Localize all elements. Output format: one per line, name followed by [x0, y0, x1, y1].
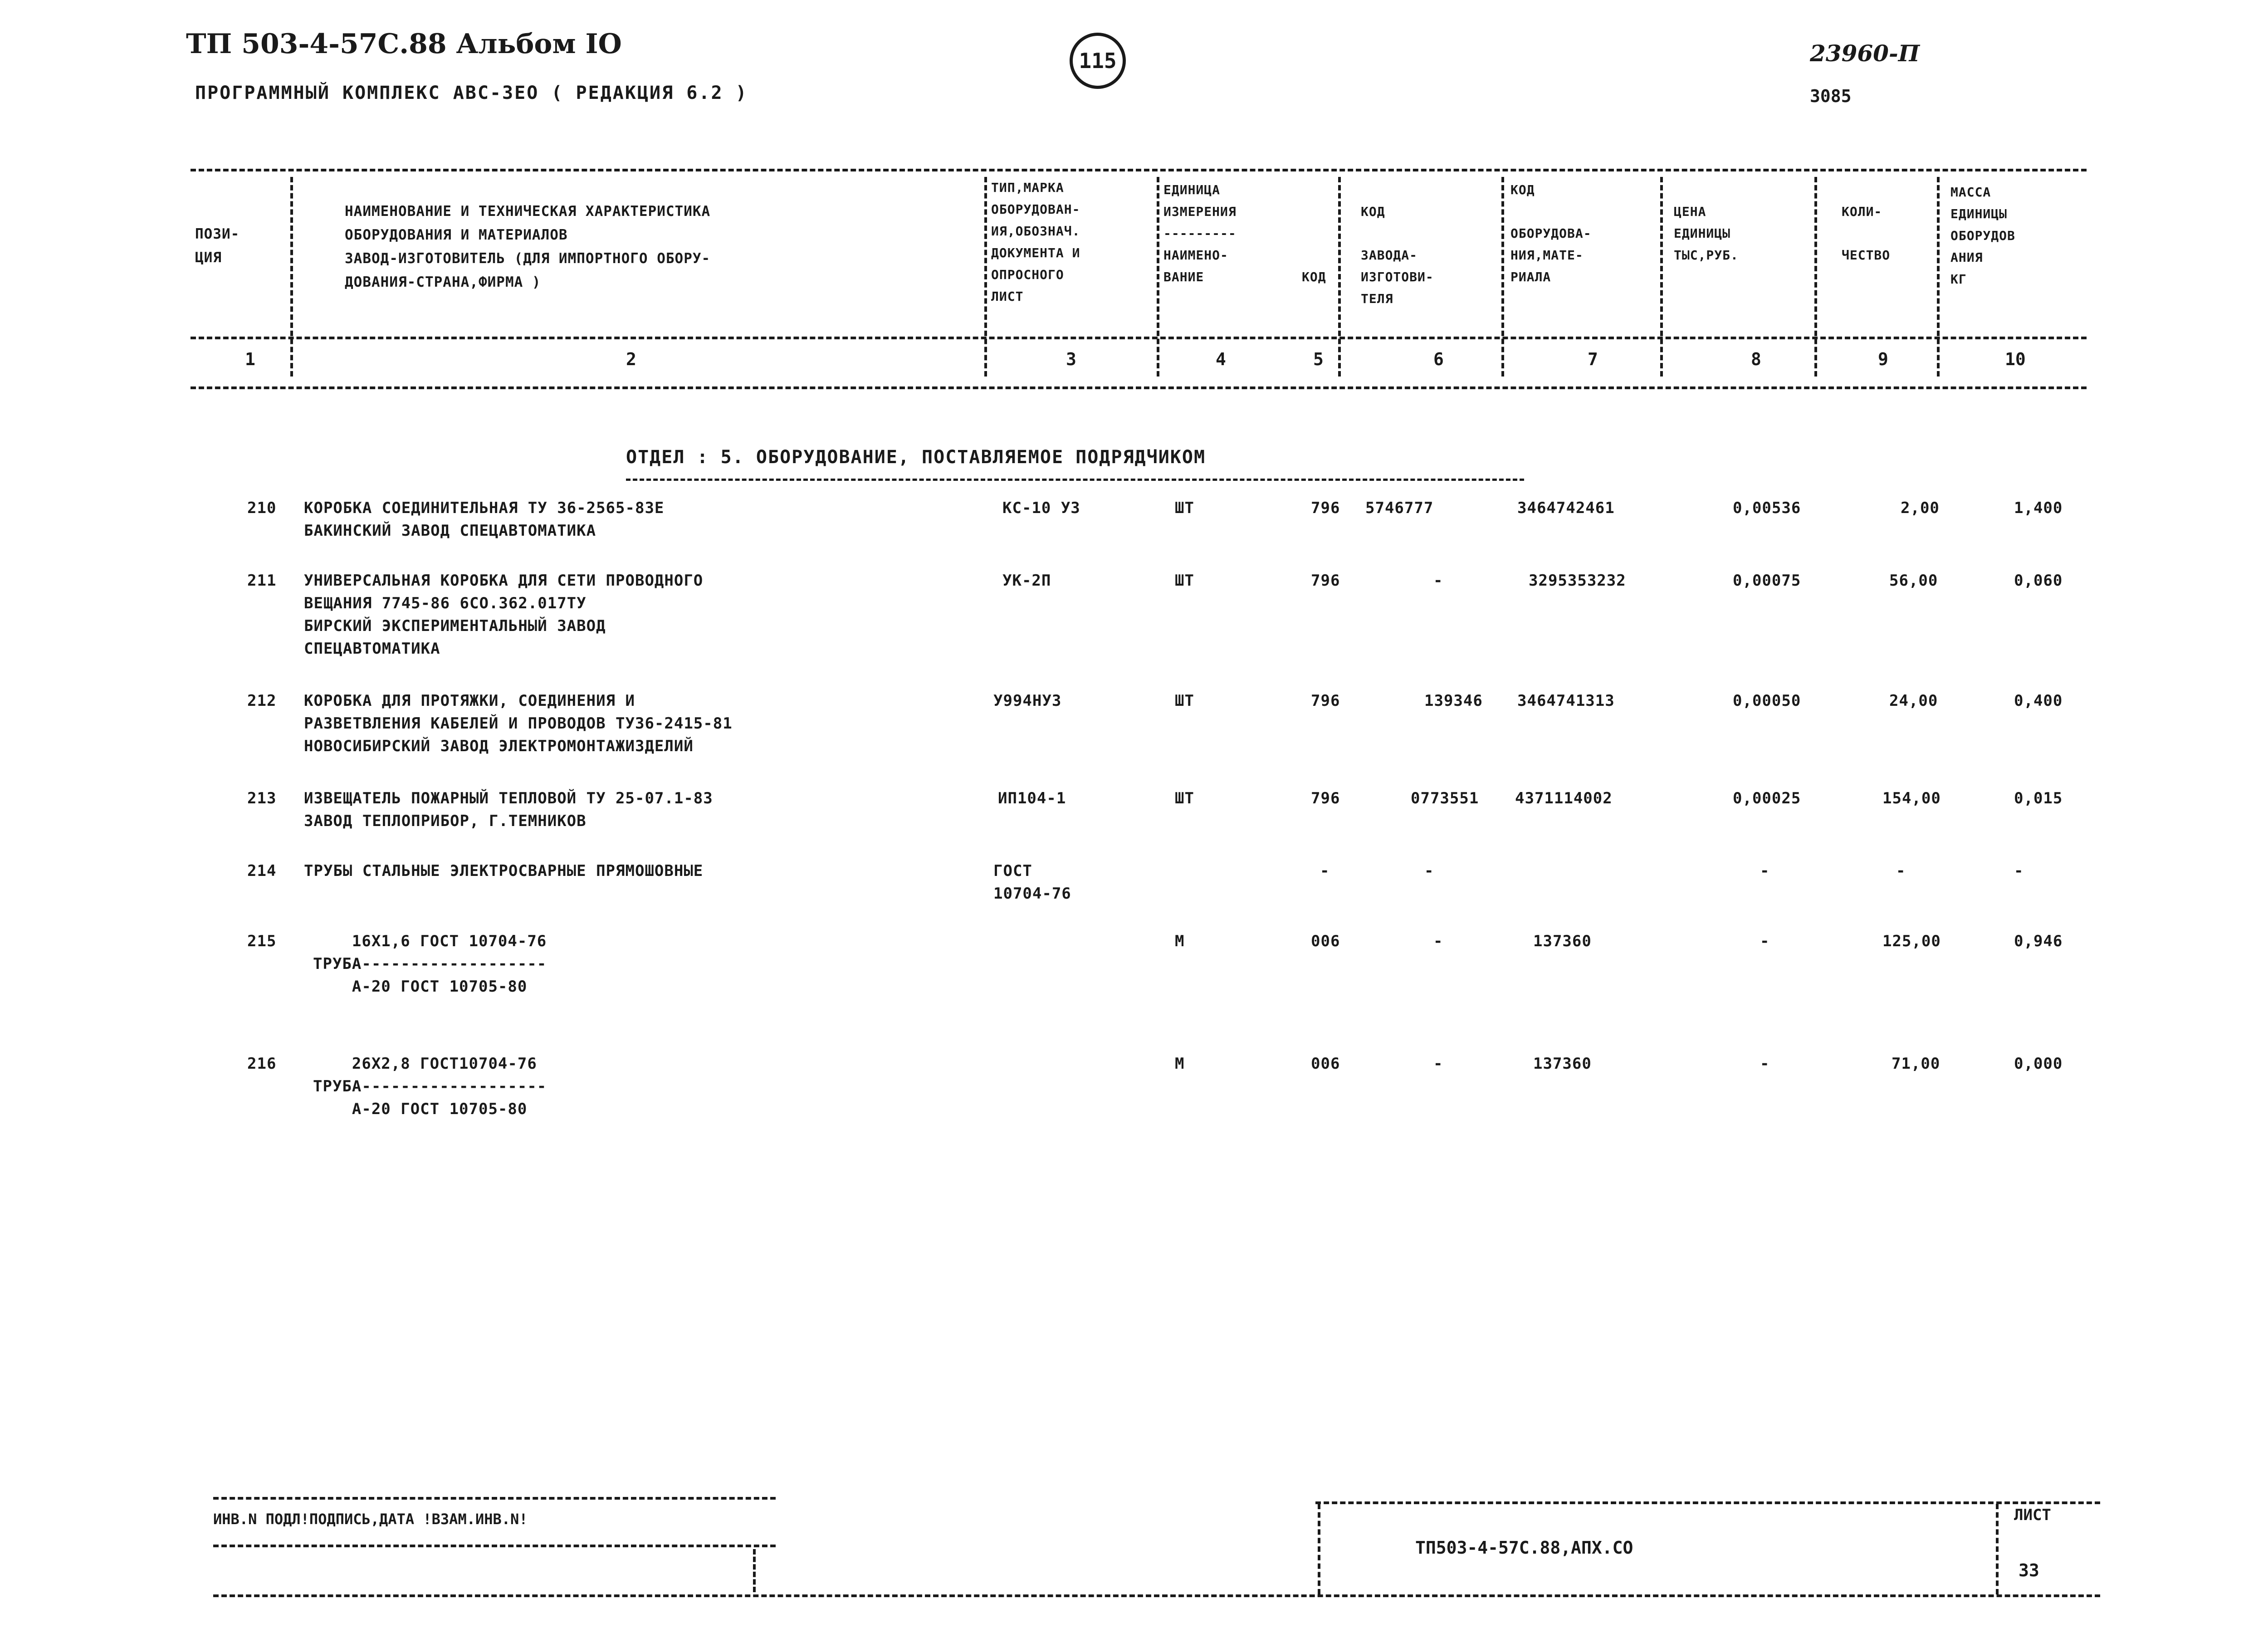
- row-item-code: 137360: [1533, 932, 1592, 950]
- row-position: 215: [247, 932, 277, 950]
- row-mass: -: [2014, 862, 2024, 880]
- row-mass: 1,400: [2014, 499, 2063, 517]
- row-price: -: [1760, 1055, 1770, 1073]
- row-mass: 0,000: [2014, 1055, 2063, 1073]
- row-unit-code: 796: [1311, 789, 1340, 807]
- document-title: ТП 503-4-57С.88 Альбом IO: [186, 28, 622, 60]
- row-mass: 0,946: [2014, 932, 2063, 950]
- row-plant-code: 0773551: [1411, 789, 1479, 807]
- column-number: 1: [245, 349, 255, 369]
- column-header-name: НАИМЕНОВАНИЕ И ТЕХНИЧЕСКАЯ ХАРАКТЕРИСТИКА ОБОРУДОВАНИЯ И МАТЕРИАЛОВ ЗАВОД-ИЗГОТОВИТЕЛЬ (ДЛЯ ИМПОРТНОГО ОБОРУ- ДОВАНИЯ-СТРАНА,ФИРМА ): [345, 203, 711, 290]
- section-underline: [626, 479, 1524, 481]
- col-divider: [984, 177, 987, 376]
- row-name: КОРОБКА СОЕДИНИТЕЛЬНАЯ ТУ 36-2565-83Е БАКИНСКИЙ ЗАВОД СПЕЦАВТОМАТИКА: [304, 499, 665, 540]
- column-number: 8: [1751, 349, 1761, 369]
- program-subtitle: ПРОГРАММНЫЙ КОМПЛЕКС АВС-ЗЕО ( РЕДАКЦИЯ 6.2 ): [195, 83, 748, 103]
- column-number: 9: [1878, 349, 1888, 369]
- row-position: 213: [247, 789, 277, 807]
- row-name: 26Х2,8 ГОСТ10704-76 ТРУБА------------------- А-20 ГОСТ 10705-80: [313, 1055, 547, 1118]
- row-name: ТРУБЫ СТАЛЬНЫЕ ЭЛЕКТРОСВАРНЫЕ ПРЯМОШОВНЫЕ: [304, 862, 704, 880]
- row-item-code: 3464741313: [1517, 692, 1615, 710]
- row-position: 212: [247, 692, 277, 710]
- numbers-bottom-rule: [191, 386, 2087, 389]
- column-number: 2: [626, 349, 636, 369]
- row-name: 16Х1,6 ГОСТ 10704-76 ТРУБА------------------- А-20 ГОСТ 10705-80: [313, 932, 547, 996]
- footer-sheet-number: 33: [2019, 1560, 2039, 1580]
- row-type: ИП104-1: [998, 789, 1066, 807]
- row-plant-code: -: [1424, 862, 1434, 880]
- column-header-position: ПОЗИ- ЦИЯ: [195, 226, 240, 266]
- row-mass: 0,060: [2014, 572, 2063, 590]
- row-unit: ШТ: [1175, 789, 1194, 807]
- row-unit-code: 796: [1311, 692, 1340, 710]
- row-name: УНИВЕРСАЛЬНАЯ КОРОБКА ДЛЯ СЕТИ ПРОВОДНОГО ВЕЩАНИЯ 7745-86 6СО.362.017ТУ БИРСКИЙ ЭКСПЕРИМЕНТАЛЬНЫЙ ЗАВОД СПЕЦАВТОМАТИКА: [304, 572, 704, 658]
- row-item-code: 4371114002: [1515, 789, 1613, 807]
- row-price: 0,00050: [1733, 692, 1801, 710]
- row-quantity: 2,00: [1901, 499, 1940, 517]
- row-position: 214: [247, 862, 277, 880]
- footer-document-code: ТП503-4-57С.88,АПХ.СО: [1415, 1538, 1633, 1558]
- column-header-unit: ЕДИНИЦА ИЗМЕРЕНИЯ --------- НАИМЕНО- ВАНИЕ: [1163, 182, 1237, 284]
- row-price: -: [1760, 862, 1770, 880]
- row-price: 0,00075: [1733, 572, 1801, 590]
- row-unit-code: 006: [1311, 1055, 1340, 1073]
- row-unit: ШТ: [1175, 692, 1194, 710]
- column-number: 5: [1313, 349, 1324, 369]
- footer-rule: [213, 1497, 776, 1500]
- footer-signature-labels: ИНВ.N ПОДЛ!ПОДПИСЬ,ДАТА !ВЗАМ.ИНВ.N!: [213, 1511, 528, 1528]
- col-divider: [1338, 177, 1341, 376]
- row-mass: 0,015: [2014, 789, 2063, 807]
- row-quantity: 71,00: [1892, 1055, 1941, 1073]
- footer-divider: [753, 1549, 756, 1592]
- col-divider: [290, 177, 293, 376]
- row-price: -: [1760, 932, 1770, 950]
- row-item-code: 137360: [1533, 1055, 1592, 1073]
- row-type: УК-2П: [1002, 572, 1051, 590]
- footer-divider: [1318, 1504, 1320, 1594]
- table-top-rule: [191, 169, 2087, 171]
- col-divider: [1660, 177, 1663, 376]
- row-unit: ШТ: [1175, 572, 1194, 590]
- row-type: ГОСТ 10704-76: [993, 862, 1071, 903]
- footer-rule: [213, 1594, 2100, 1597]
- handwritten-number: 23960-П: [1810, 40, 1920, 67]
- row-plant-code: -: [1433, 572, 1443, 590]
- row-type: У994НУЗ: [993, 692, 1062, 710]
- footer-rule: [1315, 1501, 2100, 1504]
- column-number: 7: [1588, 349, 1598, 369]
- row-name: ИЗВЕЩАТЕЛЬ ПОЖАРНЫЙ ТЕПЛОВОЙ ТУ 25-07.1-83 ЗАВОД ТЕПЛОПРИБОР, Г.ТЕМНИКОВ: [304, 789, 713, 830]
- row-quantity: 154,00: [1882, 789, 1941, 807]
- row-position: 211: [247, 572, 277, 590]
- row-price: 0,00536: [1733, 499, 1801, 517]
- column-header-plant-code: КОД ЗАВОДА- ИЗГОТОВИ- ТЕЛЯ: [1361, 204, 1434, 306]
- row-unit-code: 796: [1311, 572, 1340, 590]
- column-number: 6: [1433, 349, 1444, 369]
- row-mass: 0,400: [2014, 692, 2063, 710]
- row-unit-code: 796: [1311, 499, 1340, 517]
- row-unit-code: 006: [1311, 932, 1340, 950]
- footer-sheet-label: ЛИСТ: [2014, 1506, 2051, 1524]
- column-header-price: ЦЕНА ЕДИНИЦЫ ТЫС,РУБ.: [1674, 204, 1739, 263]
- row-quantity: -: [1896, 862, 1906, 880]
- row-unit: ШТ: [1175, 499, 1194, 517]
- column-header-mass: МАССА ЕДИНИЦЫ ОБОРУДОВ АНИЯ КГ: [1950, 185, 2015, 287]
- column-header-item-code: КОД ОБОРУДОВА- НИЯ,МАТЕ- РИАЛА: [1510, 182, 1592, 284]
- row-position: 210: [247, 499, 277, 517]
- row-quantity: 56,00: [1889, 572, 1938, 590]
- column-number: 4: [1216, 349, 1226, 369]
- footer-rule: [213, 1545, 776, 1547]
- col-divider: [1501, 177, 1504, 376]
- col-divider: [1157, 177, 1159, 376]
- page-number-circle: 115: [1070, 33, 1126, 89]
- row-quantity: 125,00: [1882, 932, 1941, 950]
- row-price: 0,00025: [1733, 789, 1801, 807]
- row-plant-code: 5746777: [1365, 499, 1434, 517]
- row-plant-code: 139346: [1424, 692, 1483, 710]
- row-name: КОРОБКА ДЛЯ ПРОТЯЖКИ, СОЕДИНЕНИЯ И РАЗВЕТВЛЕНИЯ КАБЕЛЕЙ И ПРОВОДОВ ТУ36-2415-81 НОВОСИБИРСКИЙ ЗАВОД ЭЛЕКТРОМОНТАЖИЗДЕЛИЙ: [304, 692, 733, 755]
- col-divider: [1937, 177, 1940, 376]
- row-unit: М: [1175, 932, 1185, 950]
- column-header-quantity: КОЛИ- ЧЕСТВО: [1842, 204, 1891, 263]
- header-bottom-rule: [191, 337, 2087, 339]
- row-type: КС-10 УЗ: [1002, 499, 1080, 517]
- row-plant-code: -: [1433, 932, 1443, 950]
- section-title: ОТДЕЛ : 5. ОБОРУДОВАНИЕ, ПОСТАВЛЯЕМОЕ ПОДРЯДЧИКОМ: [626, 447, 1206, 468]
- sheet-code: 3085: [1810, 86, 1852, 106]
- row-position: 216: [247, 1055, 277, 1073]
- row-item-code: 3464742461: [1517, 499, 1615, 517]
- footer-divider: [1996, 1504, 1999, 1594]
- col-divider: [1814, 177, 1817, 376]
- column-header-unit-code: КОД: [1302, 269, 1326, 284]
- row-unit: М: [1175, 1055, 1185, 1073]
- row-unit-code: -: [1320, 862, 1330, 880]
- column-number: 10: [2005, 349, 2026, 369]
- row-quantity: 24,00: [1889, 692, 1938, 710]
- row-item-code: 3295353232: [1529, 572, 1626, 590]
- column-number: 3: [1066, 349, 1076, 369]
- column-header-type: ТИП,МАРКА ОБОРУДОВАН- ИЯ,ОБОЗНАЧ. ДОКУМЕНТА И ОПРОСНОГО ЛИСТ: [991, 180, 1080, 304]
- row-plant-code: -: [1433, 1055, 1443, 1073]
